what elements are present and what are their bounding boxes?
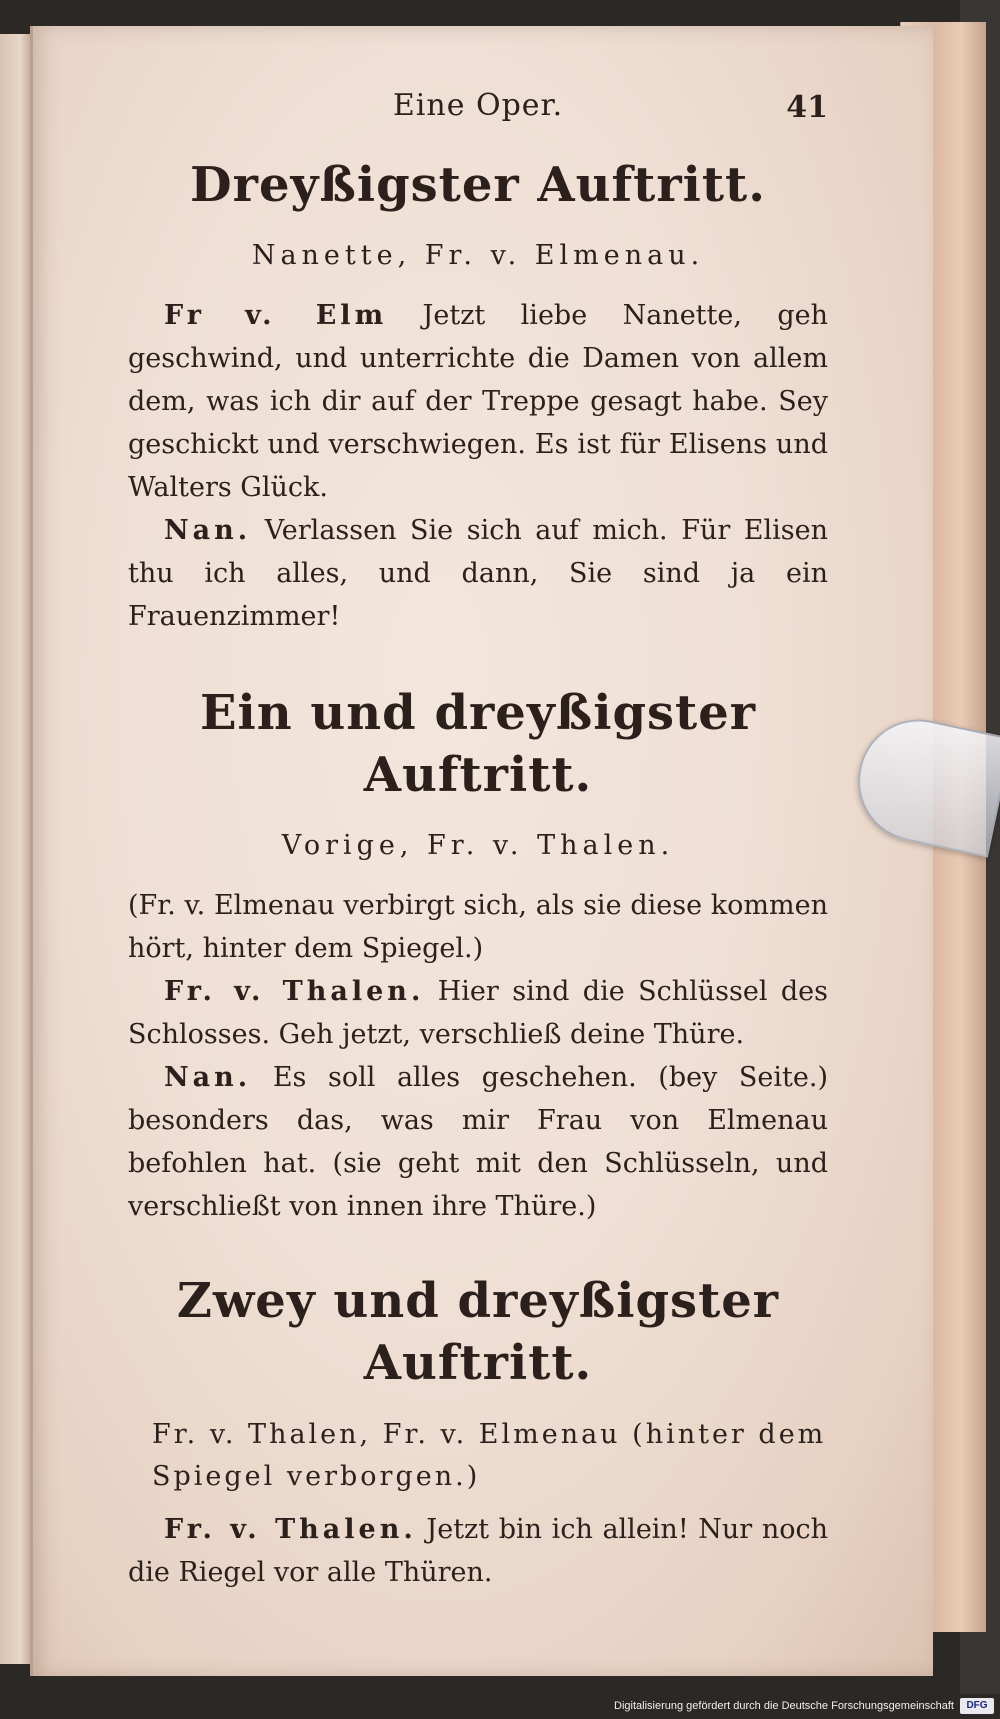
page-header	[128, 88, 828, 140]
dfg-logo: DFG	[960, 1698, 994, 1714]
dialogue-paragraph	[128, 1508, 828, 1594]
dialogue-paragraph	[128, 1056, 828, 1228]
dialogue-text: Es soll alles geschehen. (bey Seite.) besonders das, was mir Frau von Elmenau befohlen hat. (sie geht mit den Schlüsseln, und verschließt von innen ihre Thüre.)	[128, 1062, 828, 1222]
dialogue-paragraph	[128, 509, 828, 638]
scene-characters: Vorige, Fr. v. Thalen.	[281, 830, 675, 861]
dialogue-paragraph	[128, 294, 828, 509]
dialogue-paragraph	[128, 970, 828, 1056]
speaker-name: Fr v. Elm	[164, 300, 388, 331]
scene-title: Ein und dreyßigster Auftritt.	[199, 685, 757, 803]
scene-title: Dreyßigster Auftritt.	[190, 157, 766, 213]
stage-direction: (Fr. v. Elmenau verbirgt sich, als sie diese kommen hört, hinter dem Spiegel.)	[128, 890, 828, 964]
dialogue-text: Hier sind die Schlüssel des Schlosses. Geh jetzt, verschließ deine Thüre.	[128, 976, 828, 1050]
speaker-name: Fr. v. Thalen.	[164, 976, 425, 1007]
dialogue-text: Jetzt liebe Nanette, geh geschwind, und unterrichte die Damen von allem dem, was ich dir auf der Treppe gesagt habe. Sey geschickt und verschwiegen. Es ist für Elisens und Walters Glück.	[128, 300, 828, 503]
dialogue-text: Jetzt bin ich allein! Nur noch die Riegel vor alle Thüren.	[128, 1514, 828, 1588]
speaker-name: Nan.	[164, 515, 252, 546]
scene-characters: Nanette, Fr. v. Elmenau.	[251, 240, 705, 271]
footer-credit: Digitalisierung gefördert durch die Deutsche Forschungsgemeinschaft	[0, 1694, 1000, 1719]
speaker-name: Fr. v. Thalen.	[164, 1514, 417, 1545]
scene-title: Zwey und dreyßigster Auftritt.	[176, 1273, 780, 1391]
page-number: 41	[786, 90, 828, 125]
scene-characters: Fr. v. Thalen, Fr. v. Elmenau (hinter dem Spiegel verborgen.)	[152, 1419, 827, 1492]
dialogue-text: Verlassen Sie sich auf mich. Für Elisen thu ich alles, und dann, Sie sind ja ein Frauenzimmer!	[128, 515, 828, 632]
speaker-name: Nan.	[164, 1062, 252, 1093]
running-head: Eine Oper.	[392, 88, 564, 123]
page-content	[128, 88, 828, 1594]
